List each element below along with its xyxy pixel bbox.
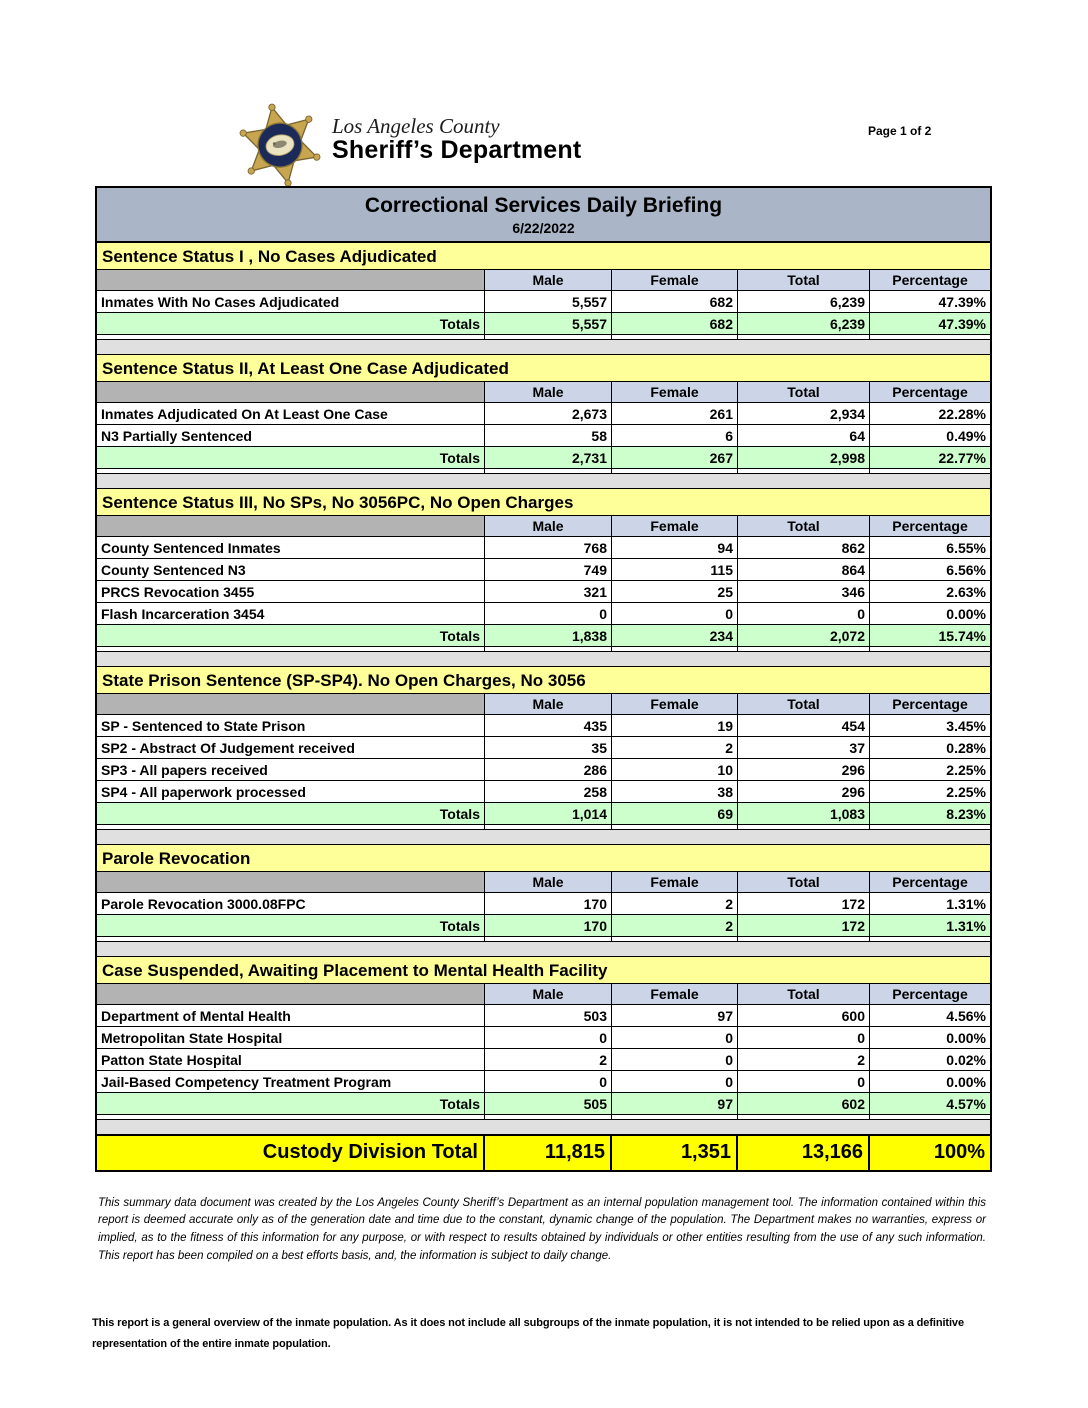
row-value-female: 10 [612,759,738,781]
row-value-pct: 2.25% [870,781,990,803]
table-row [97,403,990,425]
section-spacer [97,942,990,957]
row-label: SP4 - All paperwork processed [97,781,485,803]
logo-county-line: Los Angeles County [332,114,500,138]
row-label: Parole Revocation 3000.08FPC [97,893,485,915]
totals-value-total: 1,083 [738,803,870,825]
section-spacer [97,830,990,845]
section-title: Case Suspended, Awaiting Placement to Mental Health Facility [97,957,990,984]
row-value-male: 286 [485,759,612,781]
row-value-total: 296 [738,781,870,803]
row-label: SP - Sentenced to State Prison [97,715,485,737]
sliver-cell [485,335,612,340]
grid-sliver [97,937,990,942]
column-header-total: Total [738,984,870,1005]
column-header-row [97,984,990,1005]
row-value-total: 37 [738,737,870,759]
grid-sliver [97,335,990,340]
row-value-male: 35 [485,737,612,759]
grand-total-row [97,1135,990,1170]
table-row [97,1071,990,1093]
logo-department-line: Sheriff’s Department [332,136,582,164]
column-header-blank [97,984,485,1005]
totals-value-total: 2,998 [738,447,870,469]
sliver-cell [612,825,738,830]
row-value-female: 0 [612,1071,738,1093]
sliver-cell [870,937,990,942]
row-value-total: 2 [738,1049,870,1071]
row-value-female: 0 [612,1027,738,1049]
column-header-percentage: Percentage [870,516,990,537]
totals-value-female: 267 [612,447,738,469]
row-label: N3 Partially Sentenced [97,425,485,447]
row-value-male: 321 [485,581,612,603]
column-header-male: Male [485,382,612,403]
totals-value-female: 682 [612,313,738,335]
sliver-cell [612,937,738,942]
totals-value-pct: 22.77% [870,447,990,469]
grand-total-male: 11,815 [485,1136,612,1170]
column-header-male: Male [485,984,612,1005]
title-banner [97,188,990,243]
grid-sliver [97,647,990,652]
column-header-row [97,872,990,893]
column-header-percentage: Percentage [870,872,990,893]
table-row [97,1049,990,1071]
column-header-female: Female [612,516,738,537]
column-header-total: Total [738,382,870,403]
row-label: County Sentenced N3 [97,559,485,581]
row-value-pct: 0.49% [870,425,990,447]
sliver-cell [738,937,870,942]
sliver-cell [738,335,870,340]
row-value-total: 296 [738,759,870,781]
totals-value-male: 505 [485,1093,612,1115]
column-header-row [97,516,990,537]
row-value-female: 2 [612,893,738,915]
row-label: Inmates Adjudicated On At Least One Case [97,403,485,425]
row-value-male: 5,557 [485,291,612,313]
table-row [97,581,990,603]
totals-label: Totals [97,625,485,647]
grand-total-female: 1,351 [612,1136,738,1170]
row-value-female: 682 [612,291,738,313]
row-value-male: 170 [485,893,612,915]
totals-row [97,803,990,825]
column-header-blank [97,382,485,403]
report-date: 6/22/2022 [512,220,575,236]
table-row [97,781,990,803]
sliver-cell [612,469,738,474]
totals-value-total: 172 [738,915,870,937]
row-value-total: 0 [738,1071,870,1093]
row-value-total: 6,239 [738,291,870,313]
column-header-female: Female [612,872,738,893]
row-value-female: 6 [612,425,738,447]
column-header-male: Male [485,270,612,291]
sliver-cell [485,647,612,652]
row-value-pct: 1.31% [870,893,990,915]
section-spacer [97,652,990,667]
row-value-total: 2,934 [738,403,870,425]
table-row [97,715,990,737]
section-title: Parole Revocation [97,845,990,872]
totals-row [97,313,990,335]
row-value-female: 261 [612,403,738,425]
overview-text: This report is a general overview of the inmate population. As it does not include all subgroups of the inmate population, it is not intended to be relied upon as a definitive representation of the entire inmate population. [92,1317,964,1350]
row-value-pct: 4.56% [870,1005,990,1027]
row-value-pct: 47.39% [870,291,990,313]
row-value-male: 0 [485,1071,612,1093]
totals-row [97,447,990,469]
column-header-percentage: Percentage [870,382,990,403]
sliver-cell [97,335,485,340]
row-value-pct: 6.56% [870,559,990,581]
totals-label: Totals [97,313,485,335]
column-header-female: Female [612,984,738,1005]
report-section [97,845,990,957]
section-title: Sentence Status III, No SPs, No 3056PC, No Open Charges [97,489,990,516]
column-header-row [97,382,990,403]
sliver-cell [870,469,990,474]
totals-value-male: 2,731 [485,447,612,469]
totals-value-total: 6,239 [738,313,870,335]
totals-label: Totals [97,1093,485,1115]
totals-value-total: 2,072 [738,625,870,647]
sliver-cell [870,647,990,652]
row-label: SP3 - All papers received [97,759,485,781]
table-row [97,1027,990,1049]
row-value-pct: 0.28% [870,737,990,759]
row-value-pct: 2.25% [870,759,990,781]
sliver-cell [485,937,612,942]
section-spacer [97,1120,990,1135]
table-row [97,893,990,915]
table-row [97,291,990,313]
grand-total-total: 13,166 [738,1136,870,1170]
row-value-total: 172 [738,893,870,915]
sliver-cell [612,335,738,340]
row-value-total: 862 [738,537,870,559]
column-header-total: Total [738,270,870,291]
row-value-pct: 2.63% [870,581,990,603]
grand-total-label: Custody Division Total [97,1136,485,1170]
row-value-total: 454 [738,715,870,737]
column-header-percentage: Percentage [870,270,990,291]
table-row [97,759,990,781]
grid-sliver [97,469,990,474]
report-section [97,243,990,355]
sliver-cell [97,937,485,942]
table-row [97,603,990,625]
column-header-row [97,694,990,715]
column-header-blank [97,270,485,291]
grid-sliver [97,825,990,830]
row-label: SP2 - Abstract Of Judgement received [97,737,485,759]
section-title: Sentence Status I , No Cases Adjudicated [97,243,990,270]
column-header-total: Total [738,694,870,715]
row-value-female: 38 [612,781,738,803]
totals-value-female: 234 [612,625,738,647]
section-title: State Prison Sentence (SP-SP4). No Open Charges, No 3056 [97,667,990,694]
column-header-total: Total [738,516,870,537]
column-header-male: Male [485,516,612,537]
row-value-pct: 6.55% [870,537,990,559]
row-label: Flash Incarceration 3454 [97,603,485,625]
sliver-cell [485,1115,612,1120]
totals-row [97,625,990,647]
column-header-blank [97,872,485,893]
column-header-total: Total [738,872,870,893]
row-value-male: 749 [485,559,612,581]
row-value-female: 2 [612,737,738,759]
sliver-cell [738,1115,870,1120]
row-value-female: 115 [612,559,738,581]
column-header-female: Female [612,694,738,715]
column-header-female: Female [612,382,738,403]
row-value-male: 2,673 [485,403,612,425]
row-value-total: 864 [738,559,870,581]
sliver-cell [738,647,870,652]
sliver-cell [485,469,612,474]
totals-value-male: 170 [485,915,612,937]
row-value-male: 58 [485,425,612,447]
row-label: Patton State Hospital [97,1049,485,1071]
report-title: Correctional Services Daily Briefing [364,194,723,217]
column-header-blank [97,694,485,715]
row-value-male: 768 [485,537,612,559]
table-row [97,737,990,759]
totals-label: Totals [97,447,485,469]
sliver-cell [612,647,738,652]
totals-row [97,1093,990,1115]
column-header-male: Male [485,872,612,893]
column-header-row [97,270,990,291]
row-label: PRCS Revocation 3455 [97,581,485,603]
row-value-female: 19 [612,715,738,737]
totals-value-pct: 1.31% [870,915,990,937]
totals-value-male: 1,014 [485,803,612,825]
totals-value-female: 97 [612,1093,738,1115]
totals-label: Totals [97,915,485,937]
row-value-female: 25 [612,581,738,603]
row-value-pct: 0.00% [870,1071,990,1093]
row-value-female: 0 [612,603,738,625]
column-header-male: Male [485,694,612,715]
daily-briefing-report [95,186,992,1172]
totals-label: Totals [97,803,485,825]
logo-text [332,114,581,164]
row-value-male: 258 [485,781,612,803]
totals-value-pct: 4.57% [870,1093,990,1115]
table-row [97,537,990,559]
row-value-female: 94 [612,537,738,559]
sliver-cell [97,647,485,652]
sections-container [97,243,990,1135]
totals-value-pct: 8.23% [870,803,990,825]
section-title: Sentence Status II, At Least One Case Adjudicated [97,355,990,382]
sliver-cell [870,825,990,830]
row-label: Department of Mental Health [97,1005,485,1027]
row-value-total: 64 [738,425,870,447]
row-value-total: 0 [738,1027,870,1049]
row-label: County Sentenced Inmates [97,537,485,559]
column-header-female: Female [612,270,738,291]
row-value-male: 0 [485,1027,612,1049]
row-value-female: 0 [612,1049,738,1071]
totals-value-female: 69 [612,803,738,825]
totals-row [97,915,990,937]
row-value-female: 97 [612,1005,738,1027]
sliver-cell [738,469,870,474]
sheriff-badge-icon [236,99,324,193]
row-label: Inmates With No Cases Adjudicated [97,291,485,313]
totals-value-total: 602 [738,1093,870,1115]
row-value-male: 2 [485,1049,612,1071]
row-value-pct: 0.00% [870,1027,990,1049]
sliver-cell [97,1115,485,1120]
report-section [97,957,990,1135]
sliver-cell [612,1115,738,1120]
row-value-total: 346 [738,581,870,603]
row-value-male: 0 [485,603,612,625]
totals-value-pct: 15.74% [870,625,990,647]
totals-value-male: 5,557 [485,313,612,335]
section-spacer [97,474,990,489]
row-value-male: 435 [485,715,612,737]
page-number-label: Page 1 of 2 [868,124,932,138]
section-spacer [97,340,990,355]
grand-total-percentage: 100% [870,1136,990,1170]
sliver-cell [97,825,485,830]
sliver-cell [870,1115,990,1120]
row-value-total: 0 [738,603,870,625]
sliver-cell [870,335,990,340]
sliver-cell [738,825,870,830]
report-section [97,489,990,667]
sliver-cell [485,825,612,830]
row-value-pct: 22.28% [870,403,990,425]
report-section [97,667,990,845]
row-value-male: 503 [485,1005,612,1027]
totals-value-pct: 47.39% [870,313,990,335]
report-section [97,355,990,489]
totals-value-male: 1,838 [485,625,612,647]
table-row [97,425,990,447]
disclaimer-text: This summary data document was created by the Los Angeles County Sheriff’s Department as an internal population management tool. The information contained within this report is deemed accurate only as of the generation date and time due to the constant, dynamic change of the population. The Department makes no warranties, express or implied, as to the fitness of this information for any purpose, or with respect to results obtained by individuals or other entities resulting from the use of any such information. This report has been compiled on a best efforts basis, and, the information is subject to daily change. [98,1196,986,1262]
row-label: Jail-Based Competency Treatment Program [97,1071,485,1093]
grid-sliver [97,1115,990,1120]
column-header-blank [97,516,485,537]
totals-value-female: 2 [612,915,738,937]
column-header-percentage: Percentage [870,694,990,715]
table-row [97,1005,990,1027]
table-row [97,559,990,581]
sliver-cell [97,469,485,474]
row-value-total: 600 [738,1005,870,1027]
column-header-percentage: Percentage [870,984,990,1005]
row-label: Metropolitan State Hospital [97,1027,485,1049]
row-value-pct: 3.45% [870,715,990,737]
row-value-pct: 0.00% [870,603,990,625]
row-value-pct: 0.02% [870,1049,990,1071]
